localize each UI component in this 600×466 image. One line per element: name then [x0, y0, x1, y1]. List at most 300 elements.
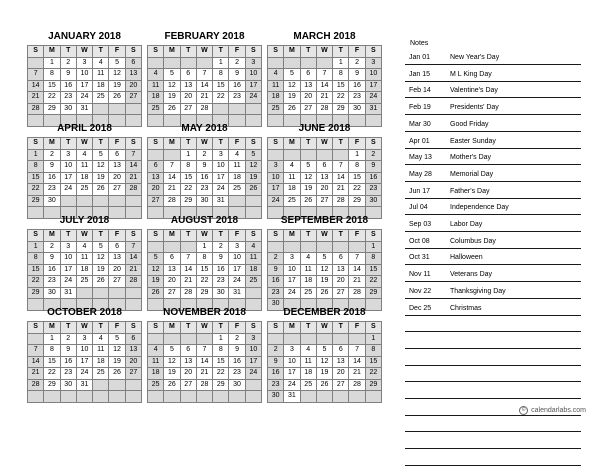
- day-cell: 20: [164, 276, 180, 288]
- day-cell: 3: [245, 333, 261, 345]
- day-cell: 3: [213, 149, 229, 161]
- blank-note-line: [405, 452, 581, 466]
- day-cell: 6: [109, 149, 125, 161]
- month-title: MAY 2018: [181, 123, 228, 134]
- day-cell: 5: [93, 241, 109, 253]
- weekday-header: S: [28, 138, 44, 150]
- empty-day-cell: [284, 333, 300, 345]
- weekday-header: W: [316, 230, 332, 242]
- day-cell: 15: [213, 80, 229, 92]
- holiday-name: Valentine's Day: [450, 87, 498, 95]
- day-cell: 22: [333, 92, 349, 104]
- holiday-date: Oct 31: [409, 254, 430, 262]
- day-cell: 28: [316, 103, 332, 115]
- blank-note-line: [405, 385, 581, 399]
- day-cell: 25: [268, 103, 284, 115]
- weekday-header: M: [284, 46, 300, 58]
- day-cell: 23: [213, 276, 229, 288]
- weekday-header: S: [268, 138, 284, 150]
- day-cell: 25: [148, 103, 164, 115]
- day-cell: 25: [93, 368, 109, 380]
- holiday-note: [405, 268, 581, 282]
- holiday-note: [405, 151, 581, 165]
- empty-day-cell: [148, 241, 164, 253]
- day-cell: 8: [44, 345, 60, 357]
- day-cell: 9: [44, 253, 60, 265]
- day-cell: 17: [365, 80, 381, 92]
- month-calendar: [27, 30, 142, 127]
- holiday-name: M L King Day: [450, 70, 492, 78]
- day-cell: 28: [333, 195, 349, 207]
- day-cell: 26: [93, 276, 109, 288]
- day-cell: 22: [365, 276, 381, 288]
- day-cell: 20: [300, 92, 316, 104]
- blank-note-line: [405, 368, 581, 382]
- day-cell: 1: [44, 333, 60, 345]
- holiday-name: Independence Day: [450, 204, 509, 212]
- day-cell: 16: [229, 80, 245, 92]
- day-cell: 19: [245, 172, 261, 184]
- weekday-header: M: [164, 230, 180, 242]
- weekday-header: T: [300, 322, 316, 334]
- day-cell: 7: [316, 69, 332, 81]
- day-cell: 22: [213, 92, 229, 104]
- empty-day-cell: [245, 195, 261, 207]
- day-cell: 24: [229, 276, 245, 288]
- day-cell: 25: [300, 379, 316, 391]
- day-cell: 30: [349, 103, 365, 115]
- day-cell: 15: [333, 80, 349, 92]
- empty-day-cell: [164, 149, 180, 161]
- holiday-note: [405, 302, 581, 316]
- empty-day-cell: [109, 391, 125, 403]
- day-cell: 10: [76, 345, 92, 357]
- day-cell: 12: [164, 80, 180, 92]
- day-cell: 21: [316, 92, 332, 104]
- empty-day-cell: [109, 379, 125, 391]
- day-cell: 6: [148, 161, 164, 173]
- month-table: [267, 229, 382, 311]
- holiday-name: Easter Sunday: [450, 137, 496, 145]
- day-cell: 10: [60, 253, 76, 265]
- empty-day-cell: [365, 391, 381, 403]
- day-cell: 17: [284, 368, 300, 380]
- empty-day-cell: [245, 103, 261, 115]
- day-cell: 25: [229, 184, 245, 196]
- day-cell: 8: [213, 69, 229, 81]
- day-cell: 22: [365, 368, 381, 380]
- day-cell: 8: [196, 253, 212, 265]
- weekday-header: S: [148, 322, 164, 334]
- day-cell: 4: [229, 149, 245, 161]
- day-cell: 2: [349, 57, 365, 69]
- day-cell: 30: [213, 287, 229, 299]
- empty-day-cell: [268, 149, 284, 161]
- day-cell: 23: [60, 368, 76, 380]
- day-cell: 4: [93, 57, 109, 69]
- empty-day-cell: [109, 287, 125, 299]
- empty-day-cell: [180, 241, 196, 253]
- day-cell: 26: [109, 368, 125, 380]
- day-cell: 4: [300, 345, 316, 357]
- day-cell: 14: [125, 253, 141, 265]
- empty-day-cell: [93, 103, 109, 115]
- weekday-header: W: [196, 230, 212, 242]
- weekday-header: M: [44, 46, 60, 58]
- weekday-header: F: [109, 46, 125, 58]
- day-cell: 19: [93, 264, 109, 276]
- day-cell: 8: [28, 161, 44, 173]
- weekday-header: T: [60, 46, 76, 58]
- weekday-header: F: [229, 322, 245, 334]
- day-cell: 16: [349, 80, 365, 92]
- empty-day-cell: [268, 333, 284, 345]
- day-cell: 15: [365, 264, 381, 276]
- empty-day-cell: [196, 391, 212, 403]
- empty-day-cell: [180, 391, 196, 403]
- weekday-header: T: [180, 322, 196, 334]
- day-cell: 31: [76, 379, 92, 391]
- empty-day-cell: [109, 103, 125, 115]
- holiday-name: Presidents' Day: [450, 104, 499, 112]
- empty-day-cell: [125, 287, 141, 299]
- weekday-header: S: [365, 138, 381, 150]
- day-cell: 11: [284, 172, 300, 184]
- holiday-name: Thanksgiving Day: [450, 287, 506, 295]
- empty-day-cell: [316, 57, 332, 69]
- day-cell: 27: [316, 195, 332, 207]
- empty-day-cell: [245, 379, 261, 391]
- day-cell: 12: [109, 345, 125, 357]
- day-cell: 18: [300, 276, 316, 288]
- day-cell: 7: [349, 345, 365, 357]
- weekday-header: T: [213, 230, 229, 242]
- holiday-note: [405, 168, 581, 182]
- day-cell: 5: [245, 149, 261, 161]
- holiday-name: Veterans Day: [450, 271, 493, 279]
- month-table: [27, 45, 142, 127]
- empty-day-cell: [245, 391, 261, 403]
- day-cell: 4: [268, 69, 284, 81]
- day-cell: 1: [196, 241, 212, 253]
- day-cell: 5: [164, 345, 180, 357]
- day-cell: 18: [148, 92, 164, 104]
- weekday-header: F: [349, 46, 365, 58]
- day-cell: 11: [148, 356, 164, 368]
- month-calendar: [27, 214, 142, 311]
- day-cell: 9: [349, 69, 365, 81]
- day-cell: 19: [164, 92, 180, 104]
- day-cell: 18: [93, 80, 109, 92]
- weekday-header: W: [316, 138, 332, 150]
- month-calendar: [147, 306, 262, 403]
- empty-day-cell: [300, 149, 316, 161]
- day-cell: 2: [60, 333, 76, 345]
- empty-day-cell: [76, 391, 92, 403]
- day-cell: 2: [268, 345, 284, 357]
- month-title: FEBRUARY 2018: [164, 31, 245, 42]
- month-calendar: [267, 214, 382, 311]
- day-cell: 16: [196, 172, 212, 184]
- day-cell: 22: [349, 184, 365, 196]
- day-cell: 27: [109, 276, 125, 288]
- day-cell: 27: [333, 287, 349, 299]
- day-cell: 24: [268, 195, 284, 207]
- day-cell: 5: [284, 69, 300, 81]
- month-title: MARCH 2018: [293, 31, 356, 42]
- day-cell: 6: [164, 253, 180, 265]
- day-cell: 30: [268, 299, 284, 311]
- weekday-header: T: [180, 46, 196, 58]
- day-cell: 5: [316, 253, 332, 265]
- day-cell: 21: [125, 264, 141, 276]
- day-cell: 2: [44, 149, 60, 161]
- weekday-header: S: [125, 138, 141, 150]
- day-cell: 19: [148, 276, 164, 288]
- empty-day-cell: [76, 195, 92, 207]
- empty-day-cell: [148, 333, 164, 345]
- day-cell: 7: [349, 253, 365, 265]
- day-cell: 19: [316, 276, 332, 288]
- day-cell: 7: [28, 345, 44, 357]
- day-cell: 11: [93, 69, 109, 81]
- day-cell: 27: [333, 379, 349, 391]
- day-cell: 12: [164, 356, 180, 368]
- weekday-header: T: [93, 230, 109, 242]
- day-cell: 21: [28, 368, 44, 380]
- day-cell: 12: [148, 264, 164, 276]
- empty-day-cell: [349, 333, 365, 345]
- day-cell: 29: [213, 379, 229, 391]
- day-cell: 2: [44, 241, 60, 253]
- day-cell: 22: [28, 276, 44, 288]
- day-cell: 20: [125, 80, 141, 92]
- weekday-header: T: [300, 138, 316, 150]
- weekday-header: T: [333, 230, 349, 242]
- day-cell: 26: [300, 195, 316, 207]
- empty-day-cell: [229, 391, 245, 403]
- day-cell: 13: [333, 356, 349, 368]
- day-cell: 12: [300, 172, 316, 184]
- empty-day-cell: [284, 241, 300, 253]
- day-cell: 14: [333, 172, 349, 184]
- day-cell: 26: [245, 184, 261, 196]
- month-table: [27, 137, 142, 219]
- day-cell: 9: [196, 161, 212, 173]
- holiday-note: [405, 251, 581, 265]
- day-cell: 1: [365, 241, 381, 253]
- holiday-date: Feb 14: [409, 87, 431, 95]
- weekday-header: S: [148, 46, 164, 58]
- day-cell: 5: [164, 69, 180, 81]
- day-cell: 11: [76, 253, 92, 265]
- day-cell: 14: [196, 80, 212, 92]
- day-cell: 29: [333, 103, 349, 115]
- day-cell: 11: [245, 253, 261, 265]
- empty-day-cell: [60, 391, 76, 403]
- day-cell: 4: [148, 345, 164, 357]
- day-cell: 23: [196, 184, 212, 196]
- day-cell: 30: [60, 103, 76, 115]
- day-cell: 18: [300, 368, 316, 380]
- day-cell: 14: [125, 161, 141, 173]
- day-cell: 15: [28, 264, 44, 276]
- day-cell: 18: [284, 184, 300, 196]
- day-cell: 25: [245, 276, 261, 288]
- day-cell: 14: [316, 80, 332, 92]
- month-title: SEPTEMBER 2018: [280, 215, 369, 226]
- day-cell: 21: [196, 368, 212, 380]
- month-title: DECEMBER 2018: [283, 307, 366, 318]
- day-cell: 12: [93, 253, 109, 265]
- day-cell: 7: [125, 241, 141, 253]
- day-cell: 18: [268, 92, 284, 104]
- day-cell: 28: [125, 276, 141, 288]
- day-cell: 3: [245, 57, 261, 69]
- month-calendar: [147, 122, 262, 219]
- month-table: [147, 321, 262, 403]
- day-cell: 22: [28, 184, 44, 196]
- weekday-header: T: [60, 138, 76, 150]
- day-cell: 29: [365, 287, 381, 299]
- holiday-date: Dec 25: [409, 304, 432, 312]
- day-cell: 30: [365, 195, 381, 207]
- day-cell: 27: [148, 195, 164, 207]
- empty-day-cell: [44, 391, 60, 403]
- day-cell: 13: [109, 253, 125, 265]
- empty-day-cell: [245, 287, 261, 299]
- month-title: APRIL 2018: [57, 123, 112, 134]
- day-cell: 16: [44, 172, 60, 184]
- day-cell: 1: [349, 149, 365, 161]
- day-cell: 13: [180, 356, 196, 368]
- weekday-header: T: [333, 322, 349, 334]
- day-cell: 18: [245, 264, 261, 276]
- empty-day-cell: [349, 391, 365, 403]
- empty-day-cell: [148, 391, 164, 403]
- day-cell: 9: [268, 264, 284, 276]
- day-cell: 11: [300, 356, 316, 368]
- day-cell: 24: [213, 184, 229, 196]
- day-cell: 25: [76, 184, 92, 196]
- day-cell: 10: [284, 356, 300, 368]
- day-cell: 6: [180, 69, 196, 81]
- day-cell: 23: [349, 92, 365, 104]
- day-cell: 4: [76, 241, 92, 253]
- day-cell: 9: [365, 161, 381, 173]
- day-cell: 24: [284, 287, 300, 299]
- weekday-header: W: [76, 138, 92, 150]
- weekday-header: F: [229, 46, 245, 58]
- day-cell: 10: [365, 69, 381, 81]
- day-cell: 26: [148, 287, 164, 299]
- day-cell: 6: [316, 161, 332, 173]
- day-cell: 21: [180, 276, 196, 288]
- month-calendar: [27, 122, 142, 219]
- day-cell: 16: [365, 172, 381, 184]
- day-cell: 7: [196, 69, 212, 81]
- empty-day-cell: [229, 195, 245, 207]
- weekday-header: T: [180, 138, 196, 150]
- day-cell: 15: [44, 356, 60, 368]
- day-cell: 11: [229, 161, 245, 173]
- day-cell: 8: [365, 253, 381, 265]
- day-cell: 22: [44, 92, 60, 104]
- day-cell: 6: [125, 333, 141, 345]
- holiday-date: Mar 30: [409, 120, 431, 128]
- day-cell: 31: [213, 195, 229, 207]
- empty-day-cell: [333, 391, 349, 403]
- day-cell: 30: [268, 391, 284, 403]
- holiday-note: [405, 201, 581, 215]
- month-calendar: [267, 306, 382, 403]
- weekday-header: M: [164, 46, 180, 58]
- day-cell: 28: [180, 287, 196, 299]
- day-cell: 27: [300, 103, 316, 115]
- weekday-header: S: [245, 46, 261, 58]
- day-cell: 17: [76, 80, 92, 92]
- day-cell: 3: [229, 241, 245, 253]
- day-cell: 17: [60, 172, 76, 184]
- day-cell: 11: [76, 161, 92, 173]
- month-calendar: [147, 214, 262, 311]
- day-cell: 19: [316, 368, 332, 380]
- day-cell: 25: [76, 276, 92, 288]
- empty-day-cell: [93, 287, 109, 299]
- weekday-header: S: [365, 46, 381, 58]
- weekday-header: T: [333, 138, 349, 150]
- empty-day-cell: [148, 149, 164, 161]
- empty-day-cell: [333, 149, 349, 161]
- day-cell: 18: [148, 368, 164, 380]
- holiday-note: [405, 51, 581, 65]
- empty-day-cell: [213, 103, 229, 115]
- blank-note-line: [405, 418, 581, 432]
- day-cell: 20: [333, 276, 349, 288]
- day-cell: 13: [125, 69, 141, 81]
- day-cell: 18: [93, 356, 109, 368]
- day-cell: 12: [316, 356, 332, 368]
- holiday-name: Mother's Day: [450, 154, 492, 162]
- day-cell: 9: [60, 345, 76, 357]
- day-cell: 16: [213, 264, 229, 276]
- month-table: [267, 45, 382, 127]
- empty-day-cell: [164, 241, 180, 253]
- day-cell: 2: [229, 333, 245, 345]
- day-cell: 25: [284, 195, 300, 207]
- month-calendar: [27, 306, 142, 403]
- day-cell: 29: [349, 195, 365, 207]
- weekday-header: T: [93, 322, 109, 334]
- day-cell: 18: [229, 172, 245, 184]
- day-cell: 7: [28, 69, 44, 81]
- day-cell: 29: [28, 287, 44, 299]
- holiday-note: [405, 285, 581, 299]
- holiday-date: Jun 17: [409, 187, 431, 195]
- day-cell: 14: [196, 356, 212, 368]
- weekday-header: F: [349, 138, 365, 150]
- day-cell: 31: [365, 103, 381, 115]
- month-table: [27, 321, 142, 403]
- holiday-date: May 28: [409, 170, 432, 178]
- empty-day-cell: [300, 333, 316, 345]
- day-cell: 15: [180, 172, 196, 184]
- month-title: AUGUST 2018: [170, 215, 239, 226]
- weekday-header: T: [213, 322, 229, 334]
- day-cell: 30: [44, 287, 60, 299]
- day-cell: 24: [365, 92, 381, 104]
- day-cell: 3: [284, 253, 300, 265]
